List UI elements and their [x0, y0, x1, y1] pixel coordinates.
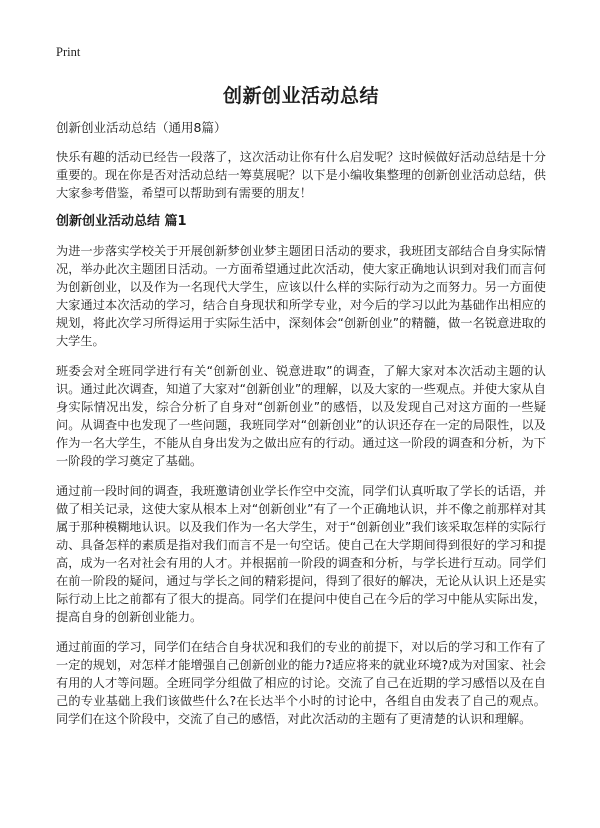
intro-paragraph: 快乐有趣的活动已经告一段落了，这次活动让你有什么启发呢？这时候做好活动总结是十分重要的。现在你是否对活动总结一筹莫展呢？以下是小编收集整理的创新创业活动总结，供大家参考借鉴，希望可以帮助到有需要的朋友！ [56, 150, 546, 200]
body-paragraph-2: 班委会对全班同学进行有关“创新创业、锐意进取”的调查，了解大家对本次活动主题的认识。通过此次调查，知道了大家对“创新创业”的理解，以及大家的一些观点。并使大家从自身实际情况出发，综合分析了自身对“创新创业”的感悟，以及发现自己对这方面的一些疑问。从调查中也发现了一些问题，我班同学对“创新创业”的认识还存在一定的局限性，以及作为一名大学生，不能从自身出发为之做出应有的行动。通过这一阶段的调查和分析，为下一阶段的学习奠定了基础。 [56, 364, 546, 468]
print-link[interactable]: Print [56, 45, 81, 59]
page-title: 创新创业活动总结 [222, 85, 379, 107]
body-paragraph-1: 为进一步落实学校关于开展创新梦创业梦主题团日活动的要求，我班团支部结合自身实际情况，举办此次主题团日活动。一方面希望通过此次活动，使大家正确地认识到对我们而言何为创新创业，以及作为一名现代大学生，应该以什么样的实际行动为之而努力。另一方面使大家通过本次活动的学习，结合自身现状和所学专业，对今后的学习以此为基础作出相应的规划，将此次学习所得运用于实际生活中，深刻体会“创新创业”的精髓，做一名锐意进取的大学生。 [56, 244, 546, 348]
document-subtitle: 创新创业活动总结（通用8篇） [56, 120, 227, 135]
body-paragraph-3: 通过前一段时间的调查，我班邀请创业学长作空中交流，同学们认真听取了学长的话语，并做了相关记录，这使大家从根本上对“创新创业”有了一个正确地认识，并不像之前那样对其属于那种模糊地认识。以及我们作为一名大学生，对于“创新创业”我们该采取怎样的实际行动、具备怎样的素质是指对我们而言不是一句空话。使自己在大学期间得到很好的学习和提高，成为一名对社会有用的人才。并根据前一阶段的调查和分析，与学长进行互动。同学们在前一阶段的疑问，通过与学长之间的精彩提问，得到了很好的解决，无论从认识上还是实际行动上比之前都有了很大的提高。同学们在提问中使自己在今后的学习中能从实际出发，提高自身的创新创业能力。 [56, 484, 546, 624]
body-paragraph-4: 通过前面的学习，同学们在结合自身状况和我们的专业的前提下，对以后的学习和工作有了一定的规划，对怎样才能增强自己创新创业的能力?适应将来的就业环境?成为对国家、社会有用的人才等问题。全班同学分组做了相应的讨论。交流了自己在近期的学习感悟以及在自己的专业基础上我们该做些什么?在长达半个小时的讨论中，各组自由发表了自己的观点。同学们在这个阶段中，交流了自己的感悟，对此次活动的主题有了更清楚的认识和理解。 [56, 640, 546, 726]
section-heading: 创新创业活动总结 篇1 [56, 214, 187, 229]
